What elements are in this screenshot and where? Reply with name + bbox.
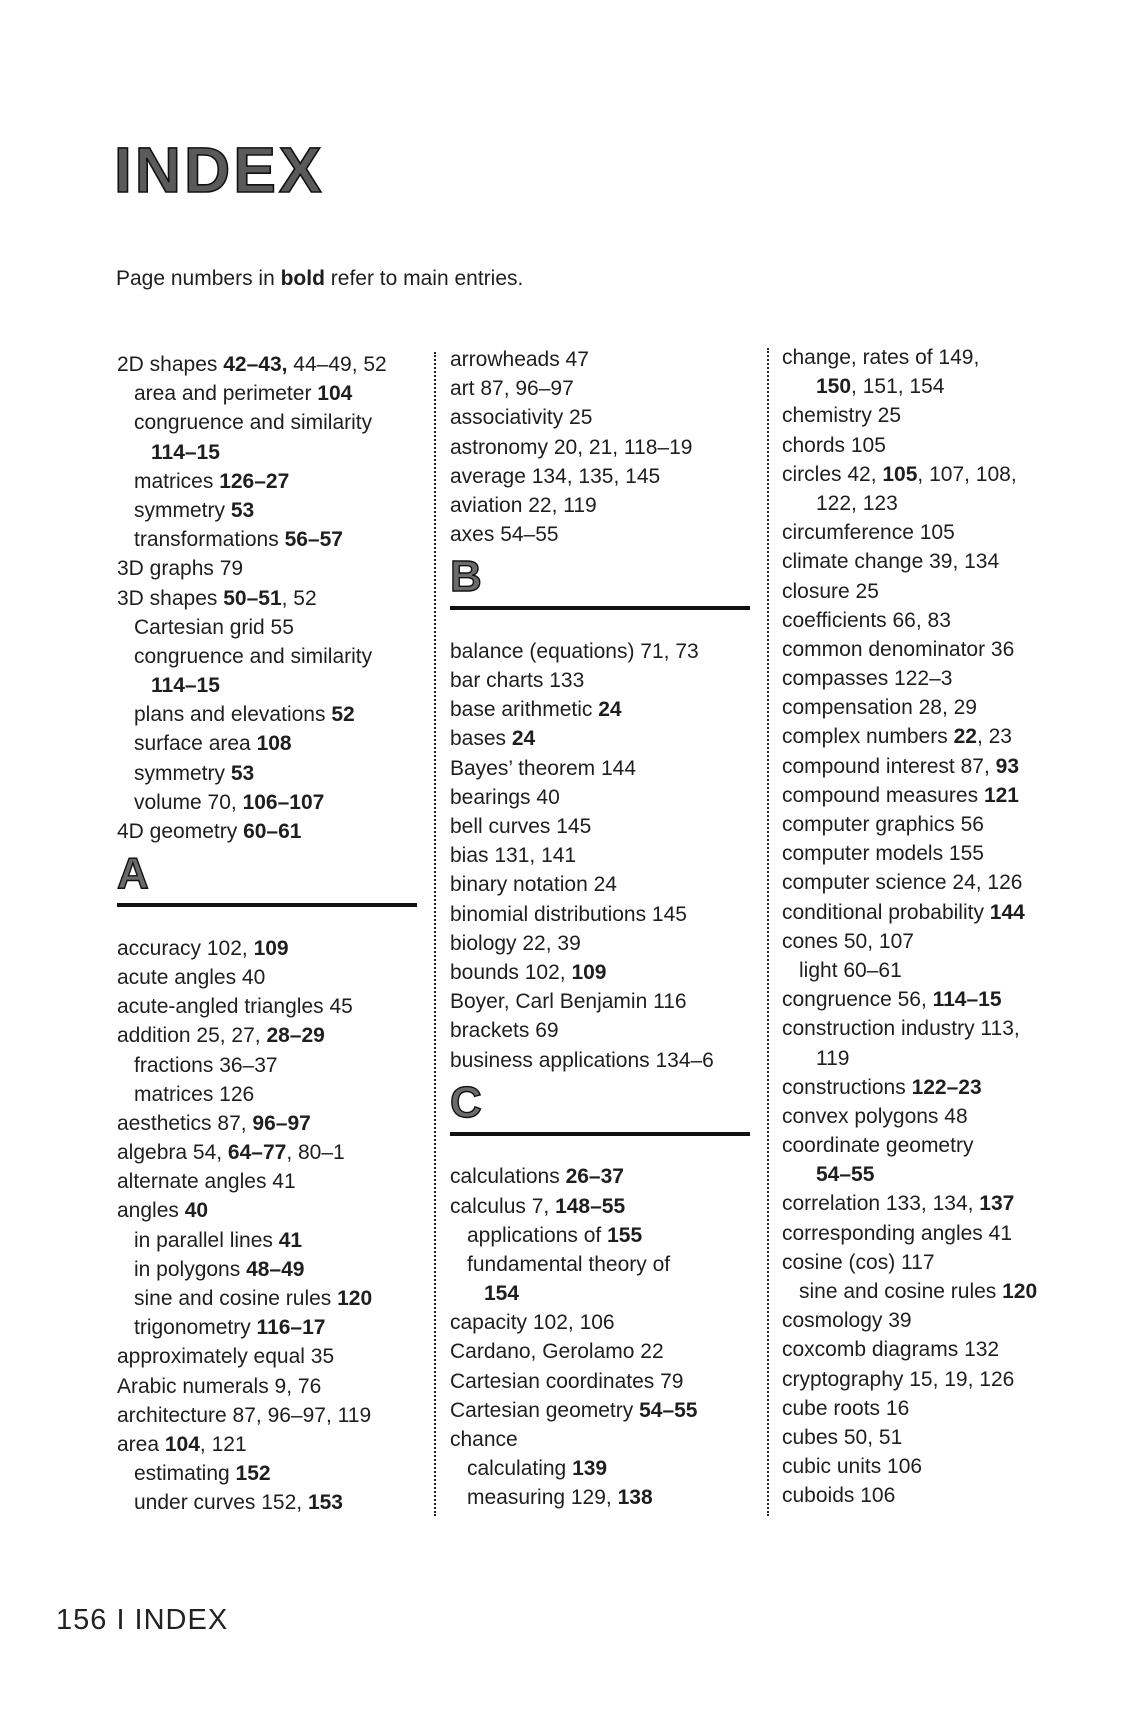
index-entry (450, 374, 770, 403)
entry-text: corresponding angles 41 (782, 1221, 1012, 1245)
entry-text: climate change 39, 134 (782, 550, 1000, 574)
index-entry (782, 1452, 1102, 1481)
index-entry (450, 666, 770, 695)
index-entry (782, 1306, 1102, 1335)
entry-text: 3D graphs 79 (117, 557, 244, 581)
entry-text: accuracy 102, (117, 936, 254, 960)
index-entry (450, 900, 770, 929)
entry-text: , 121 (199, 1432, 247, 1456)
index-subentry (782, 956, 1102, 985)
entry-text: cuboids 106 (782, 1484, 896, 1508)
index-entry-continuation (782, 1044, 1102, 1073)
index-entry (782, 431, 1102, 460)
entry-text: approximately equal 35 (117, 1345, 335, 1369)
entry-text: , 107, 108, (917, 462, 1017, 486)
index-entry (782, 781, 1102, 810)
index-entry (782, 577, 1102, 606)
entry-text: addition 25, 27, (117, 1024, 267, 1048)
index-entry (450, 1046, 770, 1075)
entry-text: base arithmetic (450, 698, 599, 722)
main-page-ref: 154 (484, 1282, 520, 1306)
index-entry (450, 1396, 770, 1425)
main-page-ref: 53 (230, 761, 255, 785)
main-page-ref: 54–55 (816, 1163, 875, 1187)
entry-text: in parallel lines (134, 1228, 279, 1252)
main-page-ref: 116–17 (256, 1316, 326, 1340)
index-subentry (782, 1277, 1102, 1306)
index-entry (117, 817, 437, 846)
main-page-ref: 24 (598, 698, 622, 722)
entry-text: Cartesian geometry (450, 1398, 640, 1422)
entry-text: bounds 102, (450, 960, 572, 984)
entry-text: estimating (134, 1462, 236, 1486)
entry-text: Cartesian coordinates 79 (450, 1369, 684, 1393)
main-page-ref: 139 (572, 1457, 608, 1481)
index-entry (782, 343, 1102, 372)
entry-text: arrowheads 47 (450, 348, 589, 371)
main-page-ref: 144 (989, 900, 1025, 924)
main-page-ref: 126–27 (219, 469, 290, 493)
entry-text: business applications 134–6 (450, 1048, 714, 1072)
main-page-ref: 54–55 (639, 1398, 698, 1422)
section-letter: B (450, 552, 482, 602)
index-entry (782, 1131, 1102, 1160)
main-page-ref: 104 (164, 1432, 200, 1456)
main-page-ref: 52 (331, 703, 355, 727)
index-entry-continuation (117, 438, 437, 467)
index-entry (782, 810, 1102, 839)
index-subentry (117, 729, 437, 758)
entry-text: architecture 87, 96–97, 119 (117, 1403, 372, 1427)
entry-text: brackets 69 (450, 1019, 559, 1043)
entry-text: applications of (467, 1223, 608, 1247)
index-subentry (450, 1483, 770, 1512)
index-entry (117, 1021, 437, 1050)
entry-text: cubic units 106 (782, 1455, 923, 1479)
index-subentry (117, 408, 437, 437)
index-entry (450, 958, 770, 987)
entry-text: 3D shapes (117, 586, 224, 610)
index-entry (782, 518, 1102, 547)
main-page-ref: 114–15 (932, 988, 1002, 1012)
main-page-ref: 109 (571, 960, 607, 984)
note-text: Page numbers in (116, 267, 281, 290)
main-page-ref: 53 (230, 498, 255, 522)
entry-text: bearings 40 (450, 785, 560, 809)
index-entry (782, 1248, 1102, 1277)
index-entry (782, 722, 1102, 751)
section-letter: A (117, 849, 149, 899)
entry-text: average 134, 135, 145 (450, 464, 661, 488)
section-rule (450, 1132, 750, 1136)
index-entry (450, 1192, 770, 1221)
entry-text: cosine (cos) 117 (782, 1250, 935, 1274)
entry-text: sine and cosine rules (799, 1280, 1003, 1303)
entry-text: symmetry (134, 498, 231, 522)
index-subentry (450, 1250, 770, 1279)
index-entry (450, 462, 770, 491)
section-header (450, 1075, 770, 1163)
section-rule (117, 903, 417, 907)
main-page-ref: 148–55 (555, 1194, 626, 1218)
entry-text: Cardano, Gerolamo 22 (450, 1340, 664, 1364)
index-subentry (117, 1459, 437, 1488)
index-entry (450, 724, 770, 753)
index-entry (450, 520, 770, 549)
entry-text: fractions 36–37 (134, 1053, 278, 1077)
entry-text: astronomy 20, 21, 118–19 (450, 435, 693, 459)
index-entry (117, 1342, 437, 1371)
index-subentry (117, 1226, 437, 1255)
column-divider (767, 348, 769, 1516)
index-subentry (117, 613, 437, 642)
index-subentry (117, 1255, 437, 1284)
entry-text: change, rates of 149, (782, 346, 980, 369)
entry-text: light 60–61 (799, 958, 902, 982)
entry-text: , 151, 154 (851, 375, 945, 399)
main-page-ref: 104 (317, 382, 353, 406)
index-subentry (117, 379, 437, 408)
index-entry (782, 1481, 1102, 1510)
entry-text: transformations (134, 528, 285, 552)
main-page-ref: 105 (882, 462, 918, 486)
main-page-ref: 150 (816, 375, 852, 399)
entry-text: congruence 56, (782, 988, 933, 1012)
index-entry (782, 839, 1102, 868)
entry-text: bell curves 145 (450, 815, 592, 839)
index-entry (782, 401, 1102, 430)
index-entry (782, 1423, 1102, 1452)
entry-text: closure 25 (782, 579, 879, 603)
index-entry (782, 693, 1102, 722)
main-page-ref: 93 (995, 754, 1019, 778)
index-entry (450, 870, 770, 899)
index-entry-continuation (782, 1160, 1102, 1189)
main-page-ref: 138 (617, 1486, 653, 1510)
entry-text: chemistry 25 (782, 404, 902, 428)
index-entry (450, 1367, 770, 1396)
index-entry (782, 1189, 1102, 1218)
index-entry (117, 1167, 437, 1196)
entry-text: aesthetics 87, (117, 1111, 253, 1135)
entry-text: coordinate geometry (782, 1134, 974, 1158)
entry-text: compensation 28, 29 (782, 696, 977, 720)
entry-text: 122, 123 (816, 491, 898, 515)
index-entry (450, 403, 770, 432)
entry-text: complex numbers (782, 725, 954, 749)
main-page-ref: 120 (337, 1287, 373, 1311)
index-entry-continuation (117, 671, 437, 700)
entry-text: matrices 126 (134, 1082, 255, 1106)
index-entry (117, 1401, 437, 1430)
entry-text: circles 42, (782, 462, 883, 486)
entry-text: , 52 (281, 586, 317, 610)
index-entry (782, 460, 1102, 489)
index-subentry (450, 1454, 770, 1483)
index-entry (117, 1109, 437, 1138)
entry-text: , 23 (976, 725, 1012, 749)
entry-text: congruence and similarity (134, 644, 373, 668)
main-page-ref: 56–57 (284, 528, 343, 552)
entry-text: trigonometry (134, 1316, 257, 1340)
section-letter: C (450, 1077, 482, 1127)
entry-text: circumference 105 (782, 521, 955, 545)
main-page-ref: 50–51 (223, 586, 282, 610)
entry-text: construction industry 113, (782, 1017, 1020, 1041)
index-entry (450, 1337, 770, 1366)
entry-text: 119 (816, 1046, 850, 1070)
index-entry (117, 350, 437, 379)
entry-text: algebra 54, (117, 1141, 228, 1165)
index-entry (782, 664, 1102, 693)
index-entry-continuation (450, 1279, 770, 1308)
index-entry (450, 1016, 770, 1045)
main-page-ref: 22 (953, 725, 977, 749)
index-subentry (450, 1221, 770, 1250)
entry-text: symmetry (134, 761, 231, 785)
index-column-2 (450, 345, 770, 1513)
index-entry (450, 695, 770, 724)
entry-text: calculus 7, (450, 1194, 556, 1218)
index-note (116, 266, 523, 292)
index-entry (782, 635, 1102, 664)
entry-text: balance (equations) 71, 73 (450, 639, 699, 663)
main-page-ref: 26–37 (565, 1165, 624, 1189)
index-entry (450, 841, 770, 870)
main-page-ref: 114–15 (151, 440, 220, 464)
main-page-ref: 109 (253, 936, 289, 960)
entry-text: congruence and similarity (134, 411, 373, 435)
main-page-ref: 24 (511, 727, 536, 751)
index-subentry (117, 642, 437, 671)
index-subentry (117, 1080, 437, 1109)
main-page-ref: 120 (1002, 1280, 1038, 1303)
entry-text: bases (450, 727, 512, 751)
index-entry (450, 637, 770, 666)
index-entry (450, 812, 770, 841)
entry-text: cosmology 39 (782, 1309, 912, 1333)
entry-text: cubes 50, 51 (782, 1425, 903, 1449)
index-entry (782, 1073, 1102, 1102)
index-entry (117, 584, 437, 613)
index-entry (117, 1196, 437, 1225)
index-entry (117, 1430, 437, 1459)
entry-text: coefficients 66, 83 (782, 608, 951, 632)
index-entry (450, 1308, 770, 1337)
entry-text: angles (117, 1199, 185, 1223)
index-entry (117, 1372, 437, 1401)
entry-text: art 87, 96–97 (450, 377, 574, 401)
column-divider (434, 352, 436, 1516)
main-page-ref: 64–77 (227, 1141, 287, 1165)
entry-text: computer models 155 (782, 842, 984, 866)
index-entry (782, 1219, 1102, 1248)
index-subentry (117, 1284, 437, 1313)
index-entry (117, 963, 437, 992)
entry-text: 2D shapes (117, 353, 224, 376)
entry-text: chords 105 (782, 433, 886, 457)
entry-text: compound measures (782, 783, 984, 807)
main-page-ref: 121 (983, 783, 1019, 807)
entry-text: Boyer, Carl Benjamin 116 (450, 990, 687, 1014)
main-page-ref: 41 (278, 1228, 303, 1252)
entry-text: binary notation 24 (450, 873, 617, 897)
section-rule (450, 606, 750, 610)
index-entry (450, 783, 770, 812)
entry-text: aviation 22, 119 (450, 493, 597, 517)
entry-text: surface area (134, 732, 257, 756)
main-page-ref: 137 (979, 1192, 1015, 1216)
index-subentry (117, 525, 437, 554)
index-entry (450, 345, 770, 374)
entry-text: cube roots 16 (782, 1396, 910, 1420)
index-entry (117, 554, 437, 583)
index-entry (782, 898, 1102, 927)
entry-text: under curves 152, (134, 1491, 308, 1515)
entry-text: calculating (467, 1457, 573, 1481)
index-entry (782, 1394, 1102, 1423)
entry-text: acute-angled triangles 45 (117, 995, 353, 1019)
main-page-ref: 48–49 (246, 1257, 305, 1281)
main-page-ref: 28–29 (266, 1024, 325, 1048)
entry-text: acute angles 40 (117, 965, 266, 989)
entry-text: in polygons (134, 1257, 247, 1281)
index-subentry (117, 1488, 437, 1517)
index-entry (117, 1138, 437, 1167)
entry-text: common denominator 36 (782, 637, 1015, 661)
index-column-1 (117, 350, 437, 1518)
index-entry (782, 752, 1102, 781)
entry-text: bar charts 133 (450, 669, 585, 693)
entry-text: compasses 122–3 (782, 667, 953, 691)
index-entry (450, 1162, 770, 1191)
entry-text: matrices (134, 469, 220, 493)
entry-text: , 80–1 (286, 1141, 345, 1165)
index-subentry (117, 1313, 437, 1342)
index-subentry (117, 496, 437, 525)
index-entry (782, 1014, 1102, 1043)
main-page-ref: 152 (235, 1462, 271, 1486)
section-header (117, 846, 437, 934)
main-page-ref: 60–61 (243, 820, 302, 843)
index-subentry (117, 1051, 437, 1080)
page-title: INDEX (114, 134, 325, 206)
entry-text: coxcomb diagrams 132 (782, 1338, 1000, 1362)
main-page-ref: 155 (607, 1223, 643, 1247)
entry-text: fundamental theory of (467, 1252, 671, 1276)
index-entry (782, 868, 1102, 897)
entry-text: 44–49, 52 (287, 353, 387, 376)
entry-text: alternate angles 41 (117, 1170, 296, 1194)
entry-text: calculations (450, 1165, 566, 1189)
index-entry (782, 1335, 1102, 1364)
index-entry-continuation (782, 489, 1102, 518)
index-entry (117, 934, 437, 963)
main-page-ref: 114–15 (151, 674, 220, 698)
index-entry (450, 1425, 770, 1454)
entry-text: biology 22, 39 (450, 931, 581, 955)
index-entry (450, 929, 770, 958)
entry-text: Cartesian grid 55 (134, 615, 294, 639)
entry-text: capacity 102, 106 (450, 1311, 615, 1335)
main-page-ref: 96–97 (252, 1111, 311, 1135)
index-entry (782, 606, 1102, 635)
entry-text: associativity 25 (450, 406, 593, 430)
main-page-ref: 153 (307, 1491, 343, 1515)
index-subentry (117, 467, 437, 496)
entry-text: volume 70, (134, 790, 243, 814)
entry-text: 4D geometry (117, 820, 244, 843)
index-entry (450, 491, 770, 520)
entry-text: area and perimeter (134, 382, 318, 406)
index-entry (782, 1365, 1102, 1394)
page-footer: 156 I INDEX (56, 1604, 229, 1636)
entry-text: cones 50, 107 (782, 929, 914, 953)
entry-text: cryptography 15, 19, 126 (782, 1367, 1015, 1391)
index-entry (782, 1102, 1102, 1131)
entry-text: binomial distributions 145 (450, 902, 687, 926)
entry-text: computer science 24, 126 (782, 871, 1023, 895)
main-page-ref: 122–23 (911, 1075, 982, 1099)
main-page-ref: 42–43, (223, 353, 288, 376)
note-bold: bold (280, 267, 325, 290)
entry-text: Bayes’ theorem 144 (450, 756, 636, 780)
entry-text: area (117, 1432, 165, 1456)
entry-text: convex polygons 48 (782, 1104, 968, 1128)
entry-text: correlation 133, 134, (782, 1192, 980, 1216)
section-header (450, 549, 770, 637)
index-entry (782, 547, 1102, 576)
entry-text: axes 54–55 (450, 523, 559, 547)
main-page-ref: 106–107 (242, 790, 325, 814)
index-entry (117, 992, 437, 1021)
entry-text: measuring 129, (467, 1486, 618, 1510)
entry-text: chance (450, 1428, 518, 1451)
index-entry (450, 987, 770, 1016)
note-text: refer to main entries. (324, 267, 524, 290)
index-subentry (117, 788, 437, 817)
entry-text: constructions (782, 1075, 912, 1099)
index-entry (450, 754, 770, 783)
index-entry-continuation (782, 372, 1102, 401)
index-column-3 (782, 343, 1102, 1511)
entry-text: computer graphics 56 (782, 813, 984, 836)
entry-text: plans and elevations (134, 703, 332, 727)
index-subentry (117, 700, 437, 729)
entry-text: conditional probability (782, 900, 990, 924)
entry-text: compound interest 87, (782, 754, 996, 778)
entry-text: bias 131, 141 (450, 844, 577, 868)
index-subentry (117, 759, 437, 788)
index-entry (782, 927, 1102, 956)
index-entry (450, 433, 770, 462)
entry-text: Arabic numerals 9, 76 (117, 1374, 322, 1398)
entry-text: sine and cosine rules (134, 1287, 338, 1311)
index-entry (782, 985, 1102, 1014)
main-page-ref: 108 (256, 732, 292, 756)
main-page-ref: 40 (184, 1199, 209, 1223)
